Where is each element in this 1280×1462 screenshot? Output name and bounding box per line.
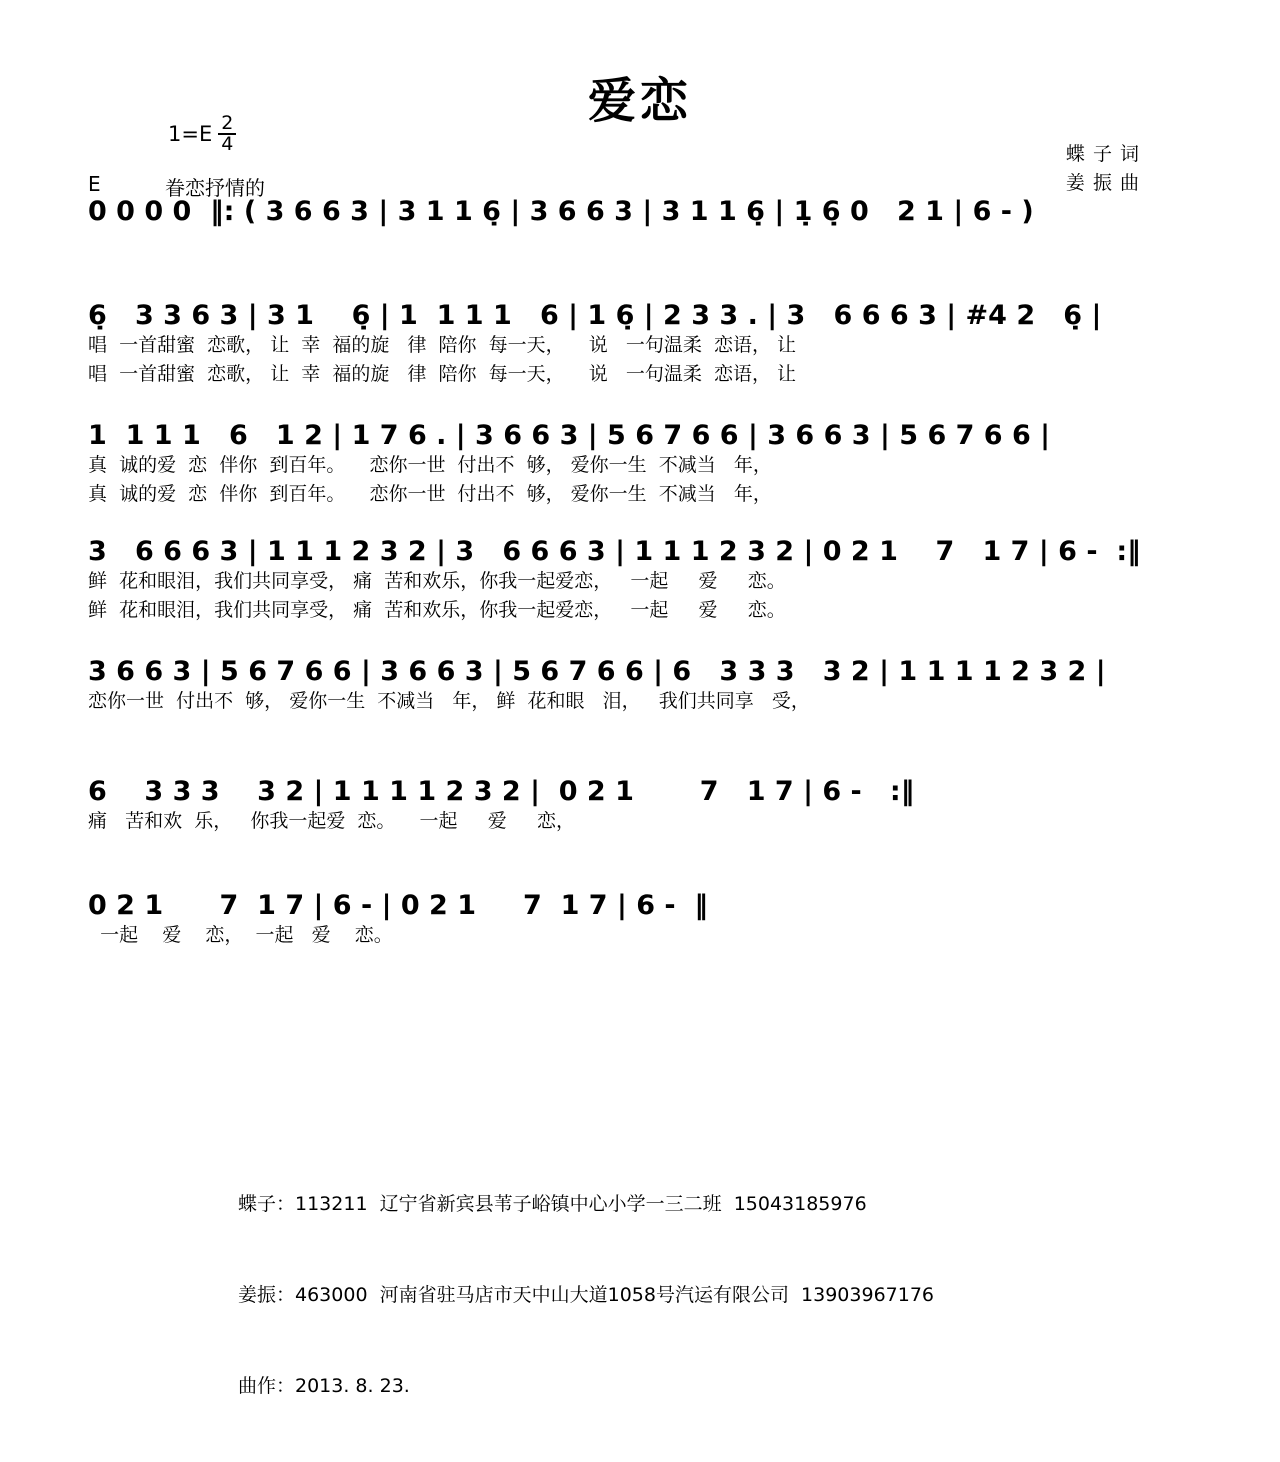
lyric-line: 一起 爱 恋， 一起 爱 恋。 — [88, 924, 393, 947]
lyric-line: 唱 一首甜蜜 恋歌， 让 幸 福的旋 律 陪你 每一天， 说 一句温柔 恋语， 让 — [88, 334, 797, 357]
lyric-line: 鲜 花和眼泪，我们共同享受， 痛 苦和欢乐，你我一起爱恋， 一起 爱 恋。 — [88, 599, 786, 622]
footer-line-composer: 姜振：463000 河南省驻马店市天中山大道1058号汽运有限公司 13903967176 — [238, 1283, 935, 1306]
time-signature-denominator: 4 — [221, 133, 234, 155]
music-system-3 — [0, 420, 1280, 510]
music-system-1 — [0, 196, 1280, 227]
notation-line: 0 2 1 7 1 7 | 6 - | 0 2 1 7 1 7 | 6 - ‖ — [88, 890, 708, 921]
notation-line: 3 6 6 3 | 5 6 7 6 6 | 3 6 6 3 | 5 6 7 6 6 | 6 3 3 3 3 2 | 1 1 1 1 2 3 2 | — [88, 656, 1106, 687]
key-label: 1=E — [168, 122, 213, 146]
footer-line-date: 曲作：2013. 8. 23. — [238, 1375, 410, 1398]
notation-line: 6 3 3 3 3 2 | 1 1 1 1 2 3 2 | 0 2 1 7 1 7 | 6 - :‖ — [88, 776, 915, 807]
credits — [1066, 140, 1140, 197]
notation-line: 1 1 1 1 6 1 2 | 1 7 6 . | 3 6 6 3 | 5 6 7 6 6 | 3 6 6 3 | 5 6 7 6 6 | — [88, 420, 1051, 451]
page-title: 爱恋 — [587, 73, 692, 129]
time-signature-numerator: 2 — [218, 114, 236, 135]
music-system-5 — [0, 656, 1280, 716]
footer-contact-info — [238, 1128, 934, 1462]
chord-label: E — [88, 172, 101, 196]
notation-line: 6̣ 3 3 6 3 | 3 1 6̣ | 1 1 1 1 6 | 1 6̣ | 2 3 3 . | 3 6 6 6 3 | #4 2 6̣ | — [88, 300, 1102, 331]
time-signature — [218, 114, 236, 154]
notation-line: 3 6 6 6 3 | 1 1 1 2 3 2 | 3 6 6 6 3 | 1 1 1 2 3 2 | 0 2 1 7 1 7 | 6 - :‖ — [88, 536, 1141, 567]
lyric-line: 痛 苦和欢 乐， 你我一起爱 恋。 一起 爱 恋， — [88, 810, 575, 833]
notation-line: 0 0 0 0 ‖: ( 3 6 6 3 | 3 1 1 6̣ | 3 6 6 3 | 3 1 1 6̣ | 1̣ 6̣ 0 2 1 | 6 - ) — [88, 196, 1034, 227]
key-signature — [168, 114, 236, 154]
music-system-4 — [0, 536, 1280, 626]
lyric-line: 鲜 花和眼泪，我们共同享受， 痛 苦和欢乐，你我一起爱恋， 一起 爱 恋。 — [88, 570, 786, 593]
lyric-line: 真 诚的爱 恋 伴你 到百年。 恋你一世 付出不 够， 爱你一生 不减当 年， — [88, 454, 772, 477]
music-system-2 — [0, 300, 1280, 390]
lyric-line: 真 诚的爱 恋 伴你 到百年。 恋你一世 付出不 够， 爱你一生 不减当 年， — [88, 483, 772, 506]
footer-line-lyricist: 蝶子：113211 辽宁省新宾县苇子峪镇中心小学一三二班 15043185976 — [238, 1192, 867, 1215]
mood-label: 眷恋抒情的 — [165, 176, 265, 200]
lyric-line: 唱 一首甜蜜 恋歌， 让 幸 福的旋 律 陪你 每一天， 说 一句温柔 恋语， 让 — [88, 363, 797, 386]
music-system-6 — [0, 776, 1280, 836]
lyricist-credit: 蝶 子 词 — [1065, 143, 1140, 165]
music-system-7 — [0, 890, 1280, 950]
lyric-line: 恋你一世 付出不 够， 爱你一生 不减当 年， 鲜 花和眼 泪， 我们共同享 受， — [88, 690, 810, 713]
composer-credit: 姜 振 曲 — [1065, 171, 1140, 194]
